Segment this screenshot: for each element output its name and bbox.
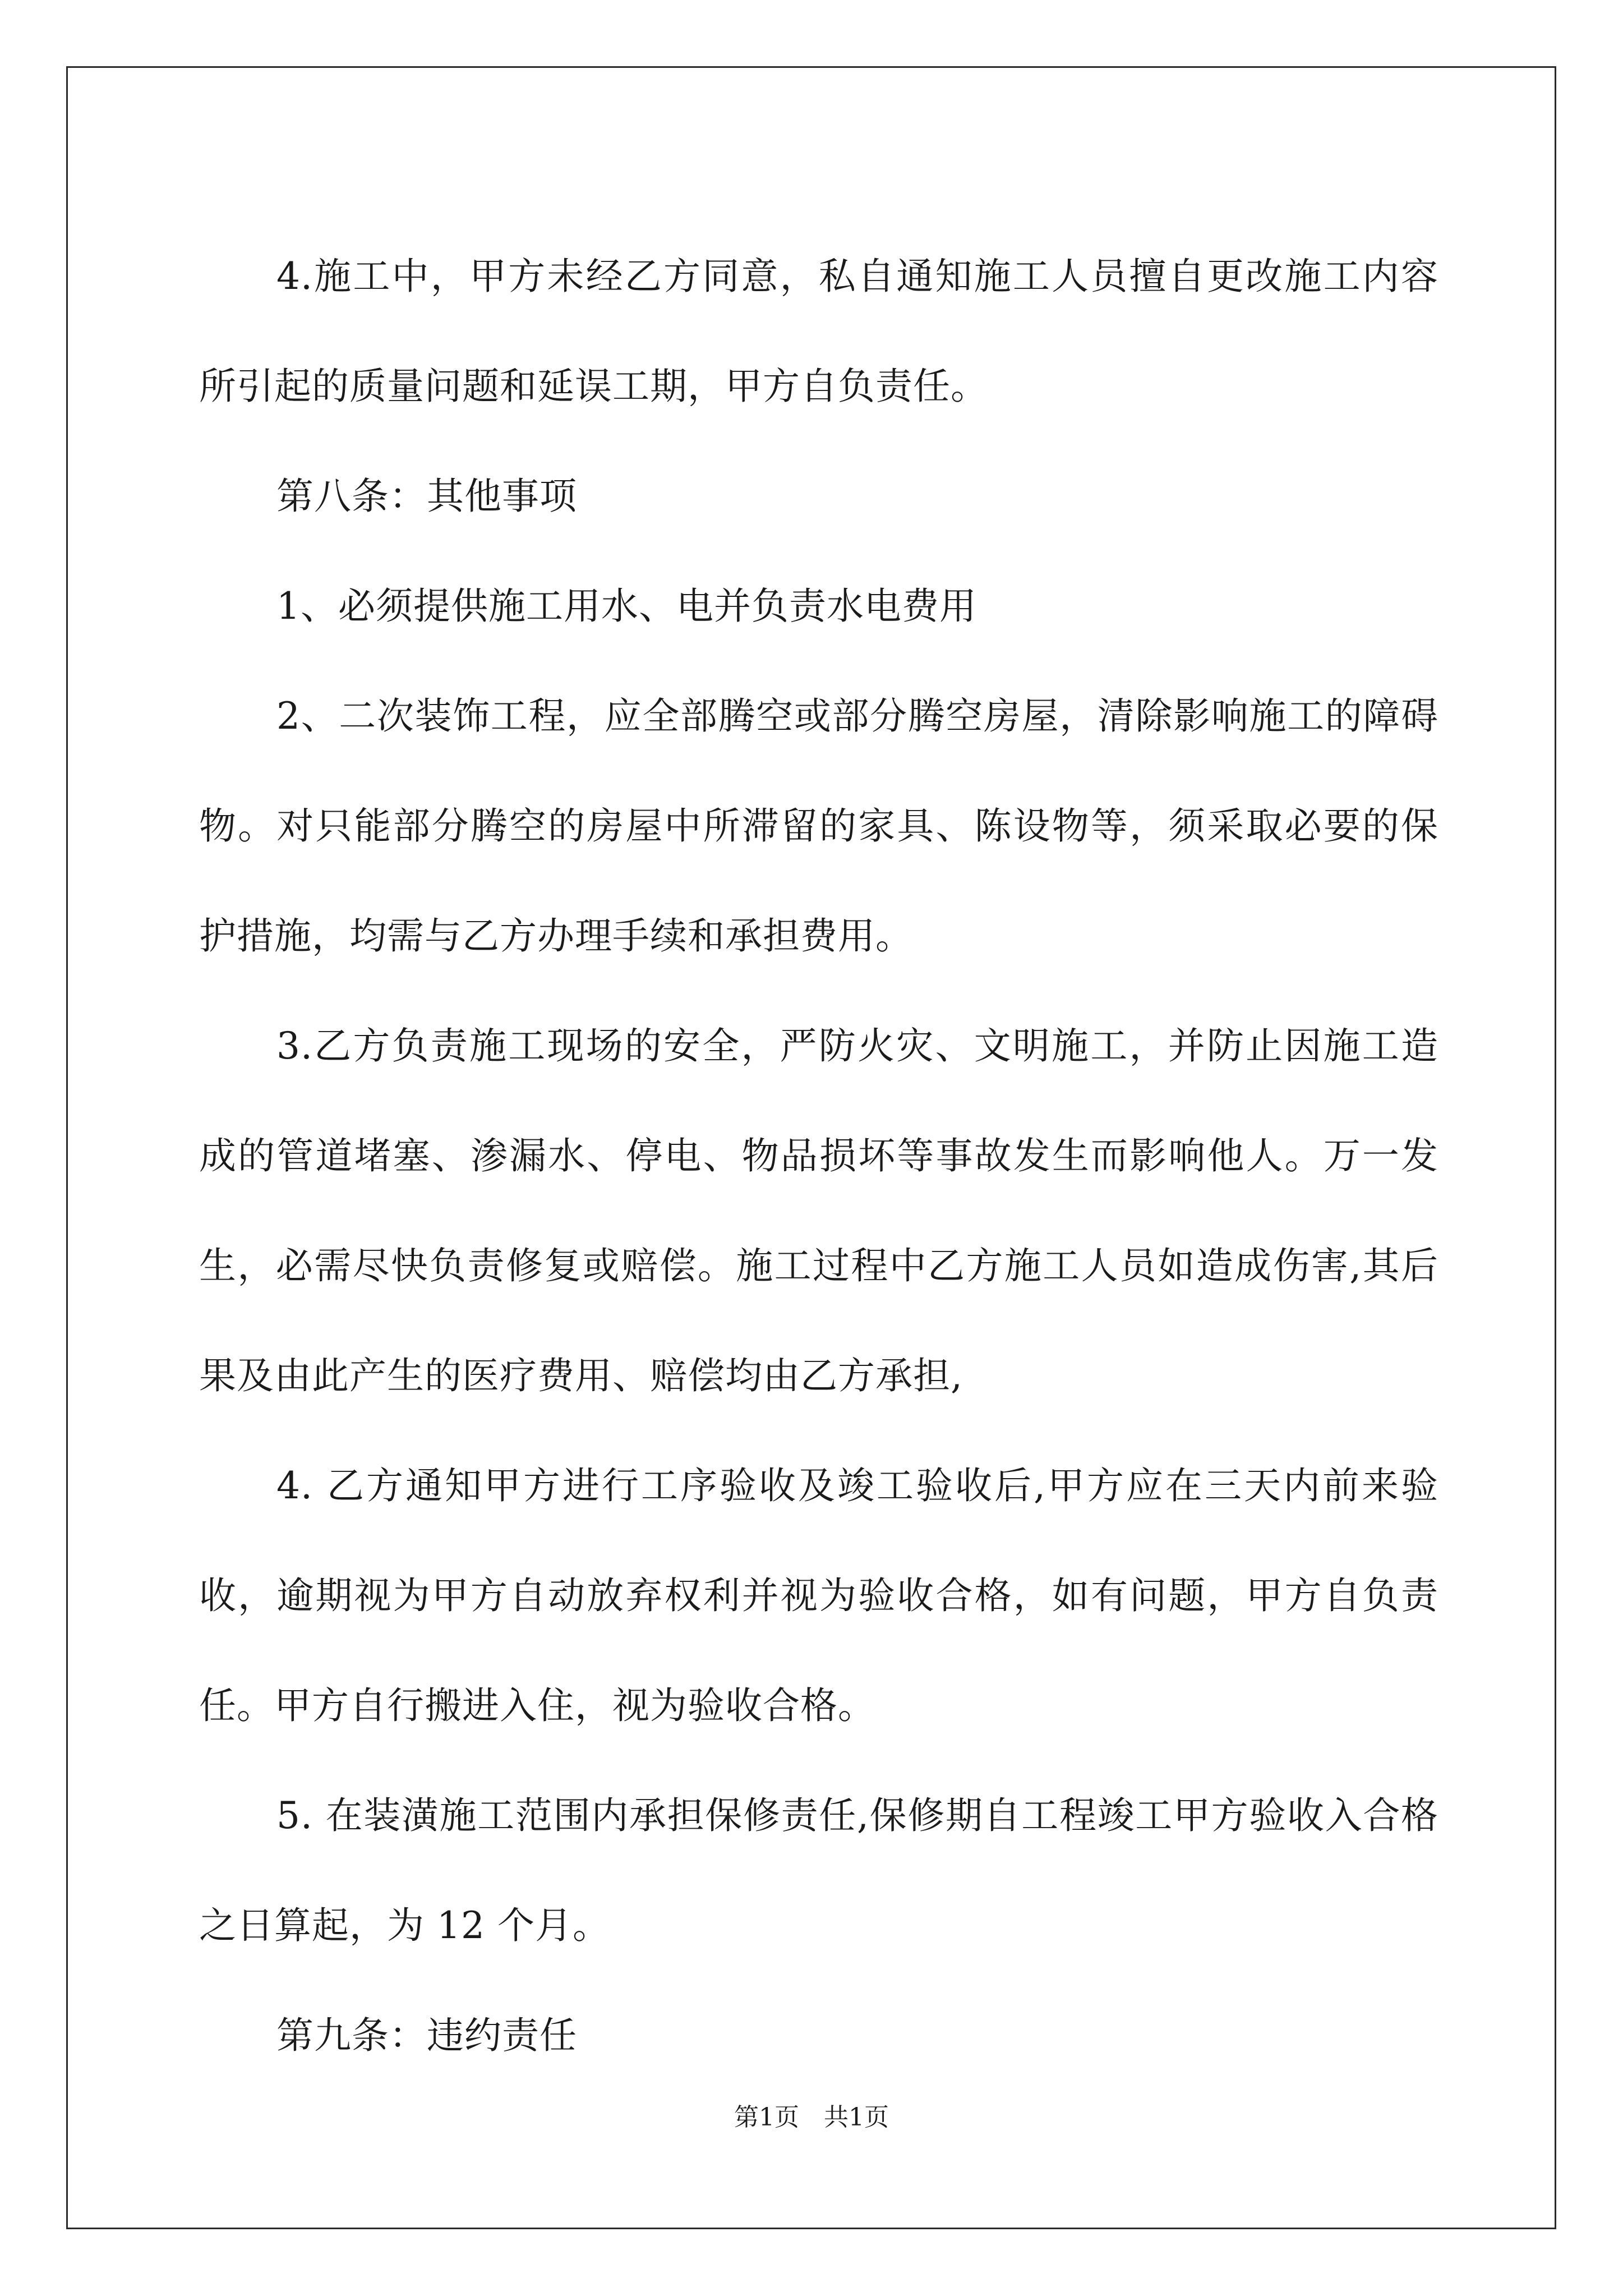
paragraph-item-2-secondary-decoration: 2、二次装饰工程，应全部腾空或部分腾空房屋，清除影响施工的障碍物。对只能部分腾空的房屋中所滞留的家具、陈设物等，须采取必要的保护措施，均需与乙方办理手续和承担费用。 (199, 694, 1438, 958)
paragraph-item-3-site-safety: 3.乙方负责施工现场的安全，严防火灾、文明施工，并防止因施工造成的管道堵塞、渗漏水、停电、物品损坏等事故发生而影响他人。万一发生，必需尽快负责修复或赔偿。施工过程中乙方施工人员如造成伤害,其后果及由此产生的医疗费用、赔偿均由乙方承担, (199, 1024, 1438, 1397)
section-heading-article-8: 第八条：其他事项 (276, 475, 577, 518)
section-heading-article-9: 第九条：违约责任 (276, 2014, 577, 2057)
paragraph-item-1-utilities: 1、必须提供施工用水、电并负责水电费用 (276, 585, 977, 628)
document-body (199, 222, 1438, 2091)
page-number-footer: 第1页 共1页 (734, 2103, 889, 2132)
paragraph-item-4-acceptance: 4. 乙方通知甲方进行工序验收及竣工验收后,甲方应在三天内前来验收，逾期视为甲方自动放弃权利并视为验收合格，如有问题，甲方自负责任。甲方自行搬进入住，视为验收合格。 (199, 1464, 1438, 1727)
paragraph-item-4-construction-change: 4.施工中，甲方未经乙方同意，私自通知施工人员擅自更改施工内容所引起的质量问题和延误工期，甲方自负责任。 (199, 255, 1438, 408)
paragraph-item-5-warranty: 5. 在装潢施工范围内承担保修责任,保修期自工程竣工甲方验收入合格之日算起，为 12 个月。 (199, 1794, 1438, 1947)
